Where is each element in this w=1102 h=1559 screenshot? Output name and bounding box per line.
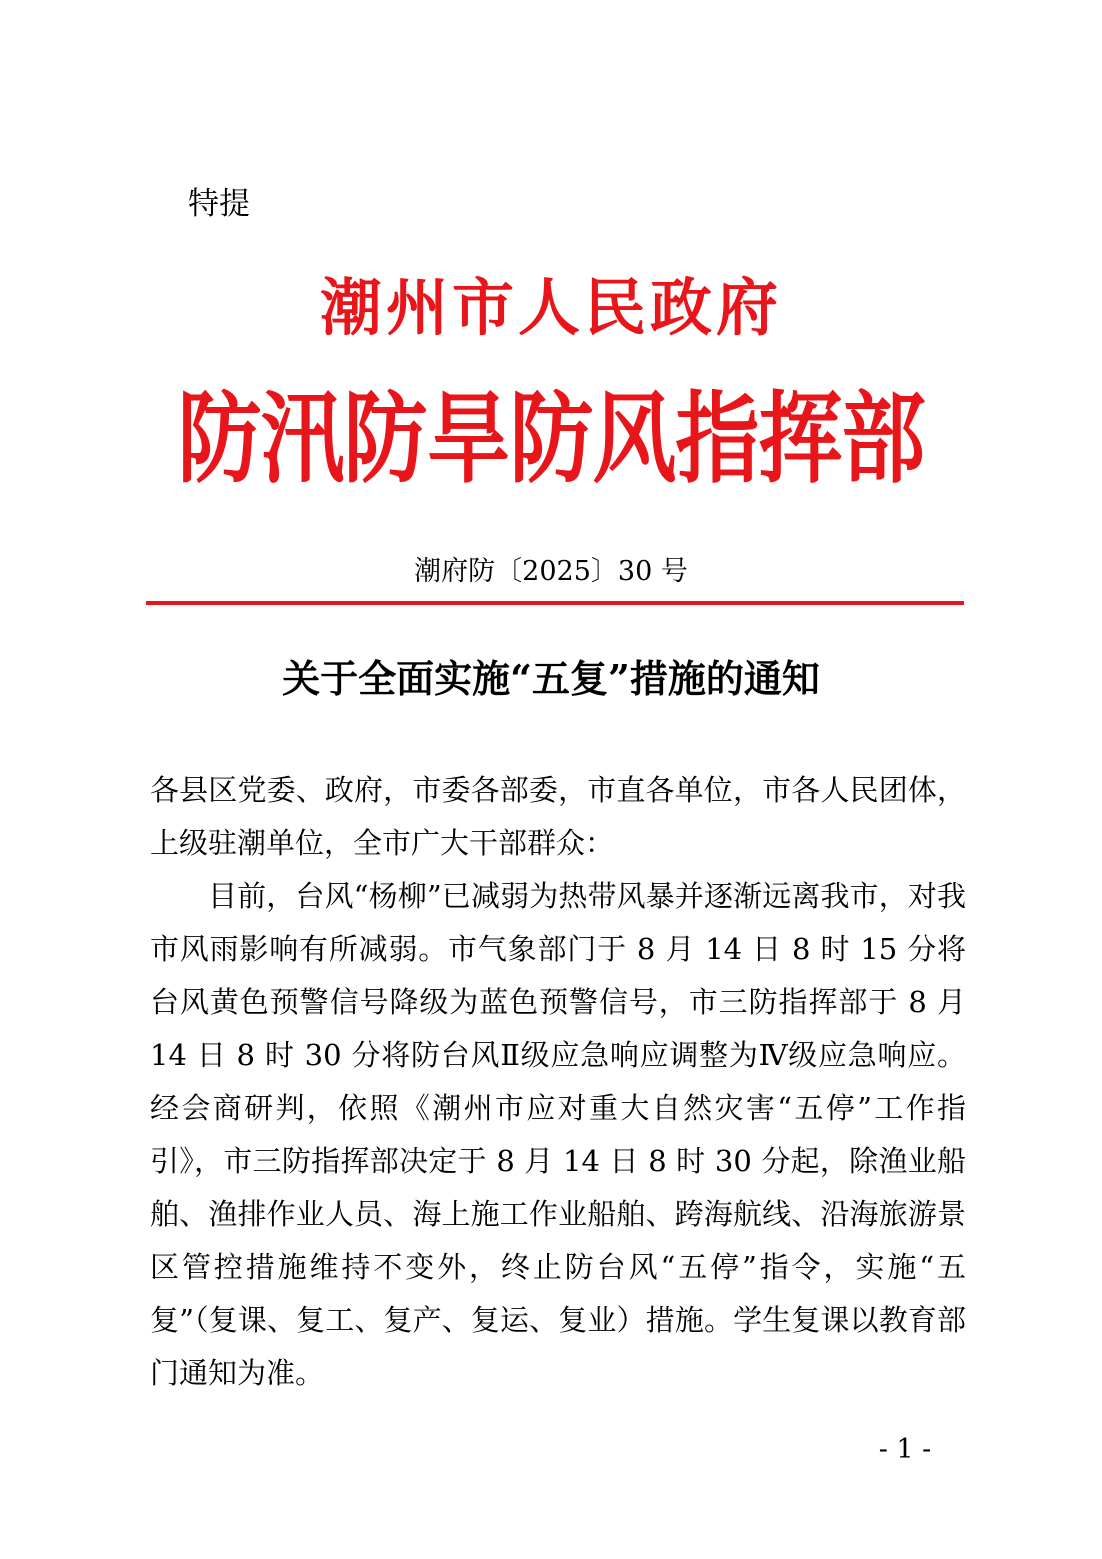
page-number: - 1 -	[878, 1434, 932, 1465]
issuer-name-line-1: 潮州市人民政府	[319, 271, 782, 344]
notice-title: 关于全面实施“五复”措施的通知	[282, 656, 820, 701]
urgency-label: 特提	[188, 186, 250, 222]
addressees: 各县区党委、政府，市委各部委，市直各单位，市各人民团体，上级驻潮单位，全市广大干部群众：	[150, 773, 966, 860]
red-divider-line	[146, 601, 964, 605]
notice-body	[150, 764, 966, 1400]
issuer-name-line-2: 防汛防旱防风指挥部	[177, 379, 925, 497]
document-number: 潮府防〔2025〕30 号	[414, 556, 688, 587]
body-paragraph: 目前，台风“杨柳”已减弱为热带风暴并逐渐远离我市，对我市风雨影响有所减弱。市气象部门于 8 月 14 日 8 时 15 分将台风黄色预警信号降级为蓝色预警信号，市三防指挥部于 8 月 14 日 8 时 30 分将防台风Ⅱ级应急响应调整为Ⅳ级应急响应。经会商研判，依照《潮州市应对重大自然灾害“五停”工作指引》，市三防指挥部决定于 8 月 14 日 8 时 30 分起，除渔业船舶、渔排作业人员、海上施工作业船舶、跨海航线、沿海旅游景区管控措施维持不变外，终止防台风“五停”指令，实施“五复”（复课、复工、复产、复运、复业）措施。学生复课以教育部门通知为准。	[150, 879, 966, 1390]
